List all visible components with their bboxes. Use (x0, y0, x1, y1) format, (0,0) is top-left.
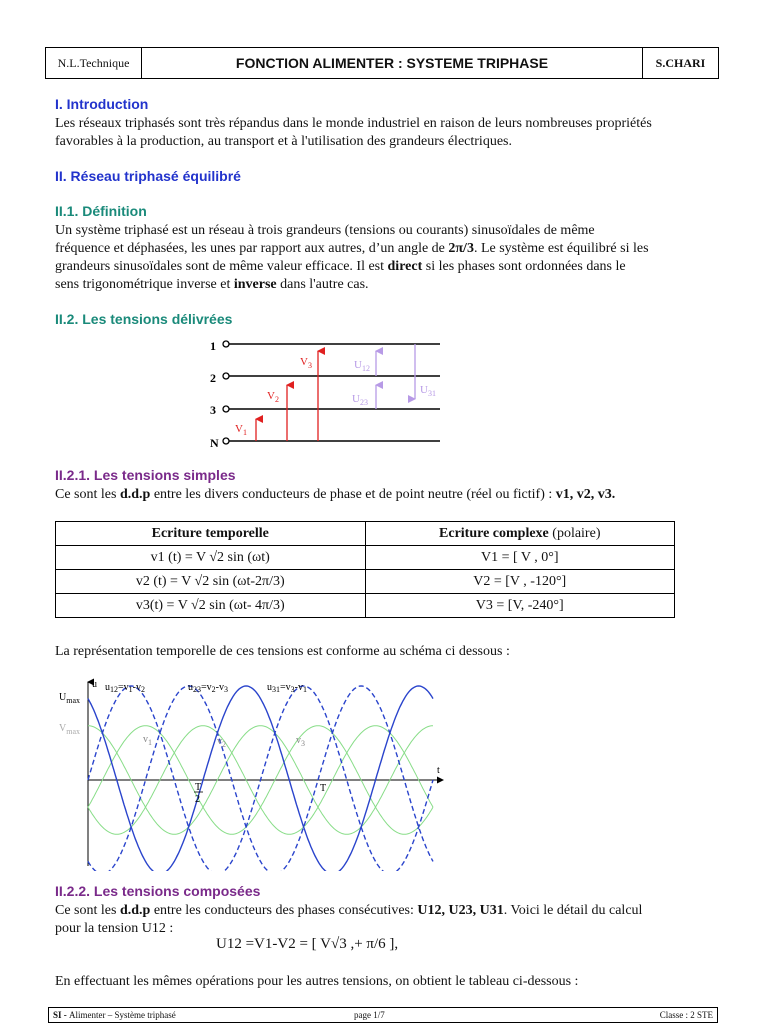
composed-voltages-text: Ce sont les d.d.p entre les conducteurs des phases consécutives: U12, U23, U31. Voici le détail du calcul pour la tension U12 : (55, 902, 730, 938)
composed-line-2: pour la tension U12 : (55, 921, 174, 936)
footer-right: Classe : 2 STE (659, 1010, 713, 1020)
closing-text: En effectuant les mêmes opérations pour les autres tensions, on obtient le tableau ci-dessous : (55, 974, 579, 989)
footer-page: page 1/7 (354, 1010, 385, 1020)
v1-temporal: v1 (t) = V √2 sin (ωt) (56, 546, 366, 570)
table-header-row: Ecriture temporelle Ecriture complexe (polaire) (56, 522, 675, 546)
terminal-n (223, 438, 229, 444)
vmax-label: $V_{max}$ (59, 723, 81, 736)
terminal-2 (223, 373, 229, 379)
terminal-1 (223, 341, 229, 347)
col-temporal-header: Ecriture temporelle (151, 525, 269, 541)
u23-label: $U_{23}$ (352, 393, 368, 407)
page-footer (48, 1007, 718, 1023)
y-axis-label: u (92, 679, 97, 690)
definition-paragraph (55, 222, 730, 294)
definition-line-4: sens trigonométrique inverse et inverse dans l'autre cas. (55, 277, 369, 292)
u31-label: $U_{31}$ (420, 384, 436, 398)
line-1-label: 1 (210, 339, 216, 353)
neutral-label: N (210, 436, 219, 450)
header-left: N.L.Technique (46, 48, 142, 78)
intro-paragraph (55, 115, 730, 151)
line-3-label: 3 (210, 403, 216, 417)
header-right: S.CHARI (655, 55, 706, 70)
table-row (56, 570, 675, 594)
page-header (45, 47, 719, 79)
representation-text: La représentation temporelle de ces tensions est conforme au schéma ci dessous : (55, 644, 510, 659)
table-row (56, 546, 675, 570)
definition-line-3: grandeurs sinusoïdales sont de même valeur efficace. Il est direct si les phases sont ordonnées dans le (55, 259, 626, 274)
v3-temporal: v3(t) = V √2 sin (ωt- 4π/3) (56, 594, 366, 618)
intro-heading: I. Introduction (55, 96, 149, 112)
series-layer (88, 686, 433, 871)
simple-voltages-text: Ce sont les d.d.p entre les divers conducteurs de phase et de point neutre (réel ou fictif) : v1, v2, v3. (55, 487, 616, 502)
waveform-chart (55, 676, 450, 871)
definition-line-2: fréquence et déphasées, les unes par rapport aux autres, d’un angle de 2π/3. Le système est équilibré si les (55, 241, 649, 256)
intro-line-2: favorables à la production, au transport et à l'utilisation des grandeurs électriques. (55, 134, 512, 149)
x-axis-label: t (437, 765, 440, 776)
u12-label: $U_{12}$ (354, 359, 370, 373)
conductor-diagram (200, 335, 460, 455)
header-title: FONCTION ALIMENTER : SYSTEME TRIPHASE (142, 48, 643, 78)
v1-complex: V1 = [ V , 0°] (365, 546, 675, 570)
footer-left: SI - Alimenter – Système triphasé (53, 1010, 176, 1020)
v2-complex: V2 = [V , -120°] (365, 570, 675, 594)
v3-label: $V_3$ (300, 356, 312, 370)
half-period-den: 2 (195, 794, 200, 805)
composed-voltages-vars: U12, U23, U31 (417, 903, 504, 918)
section-2-2-2-heading: II.2.2. Les tensions composées (55, 883, 261, 899)
u12-formula: U12 =V1-V2 = [ V√3 ,+ π/6 ], (216, 936, 399, 952)
v1-series-label: $v_1$ (143, 734, 152, 747)
intro-line-1: Les réseaux triphasés sont très répandus dans le monde industriel en raison de leurs nombreuses propriétés (55, 116, 652, 131)
v2-series-label: $v_2$ (217, 736, 226, 749)
section-2-heading: II. Réseau triphasé équilibré (55, 168, 241, 184)
terminal-3 (223, 406, 229, 412)
simple-voltages-vars: v1, v2, v3. (555, 487, 616, 502)
definition-line-1: Un système triphasé est un réseau à trois grandeurs (tensions ou courants) sinusoïdales de même (55, 223, 595, 238)
v1-label: $V_1$ (235, 423, 247, 437)
v2-temporal: v2 (t) = V √2 sin (ωt-2π/3) (56, 570, 366, 594)
v2-label: $V_2$ (267, 390, 279, 404)
u31-series-label: $u_{31}=v_3-v_1$ (267, 682, 307, 694)
series-u23-curve (88, 686, 433, 871)
section-2-2-heading: II.2. Les tensions délivrées (55, 311, 233, 327)
v3-series-label: $v_3$ (296, 735, 305, 748)
simple-voltages-table (55, 521, 675, 618)
v3-complex: V3 = [V, -240°] (365, 594, 675, 618)
half-period-num: T (195, 782, 202, 793)
period-label: T (320, 783, 327, 794)
umax-label: $U_{max}$ (59, 692, 81, 705)
u12-series-label: $u_{12}=v_1-v_2$ (105, 682, 145, 694)
section-2-1-heading: II.1. Définition (55, 203, 147, 219)
col-complex-header: Ecriture complexe (439, 525, 549, 541)
u23-series-label: $u_{23}=v_2-v_3$ (188, 682, 228, 694)
section-2-2-1-heading: II.2.1. Les tensions simples (55, 467, 236, 483)
line-2-label: 2 (210, 371, 216, 385)
table-row (56, 594, 675, 618)
